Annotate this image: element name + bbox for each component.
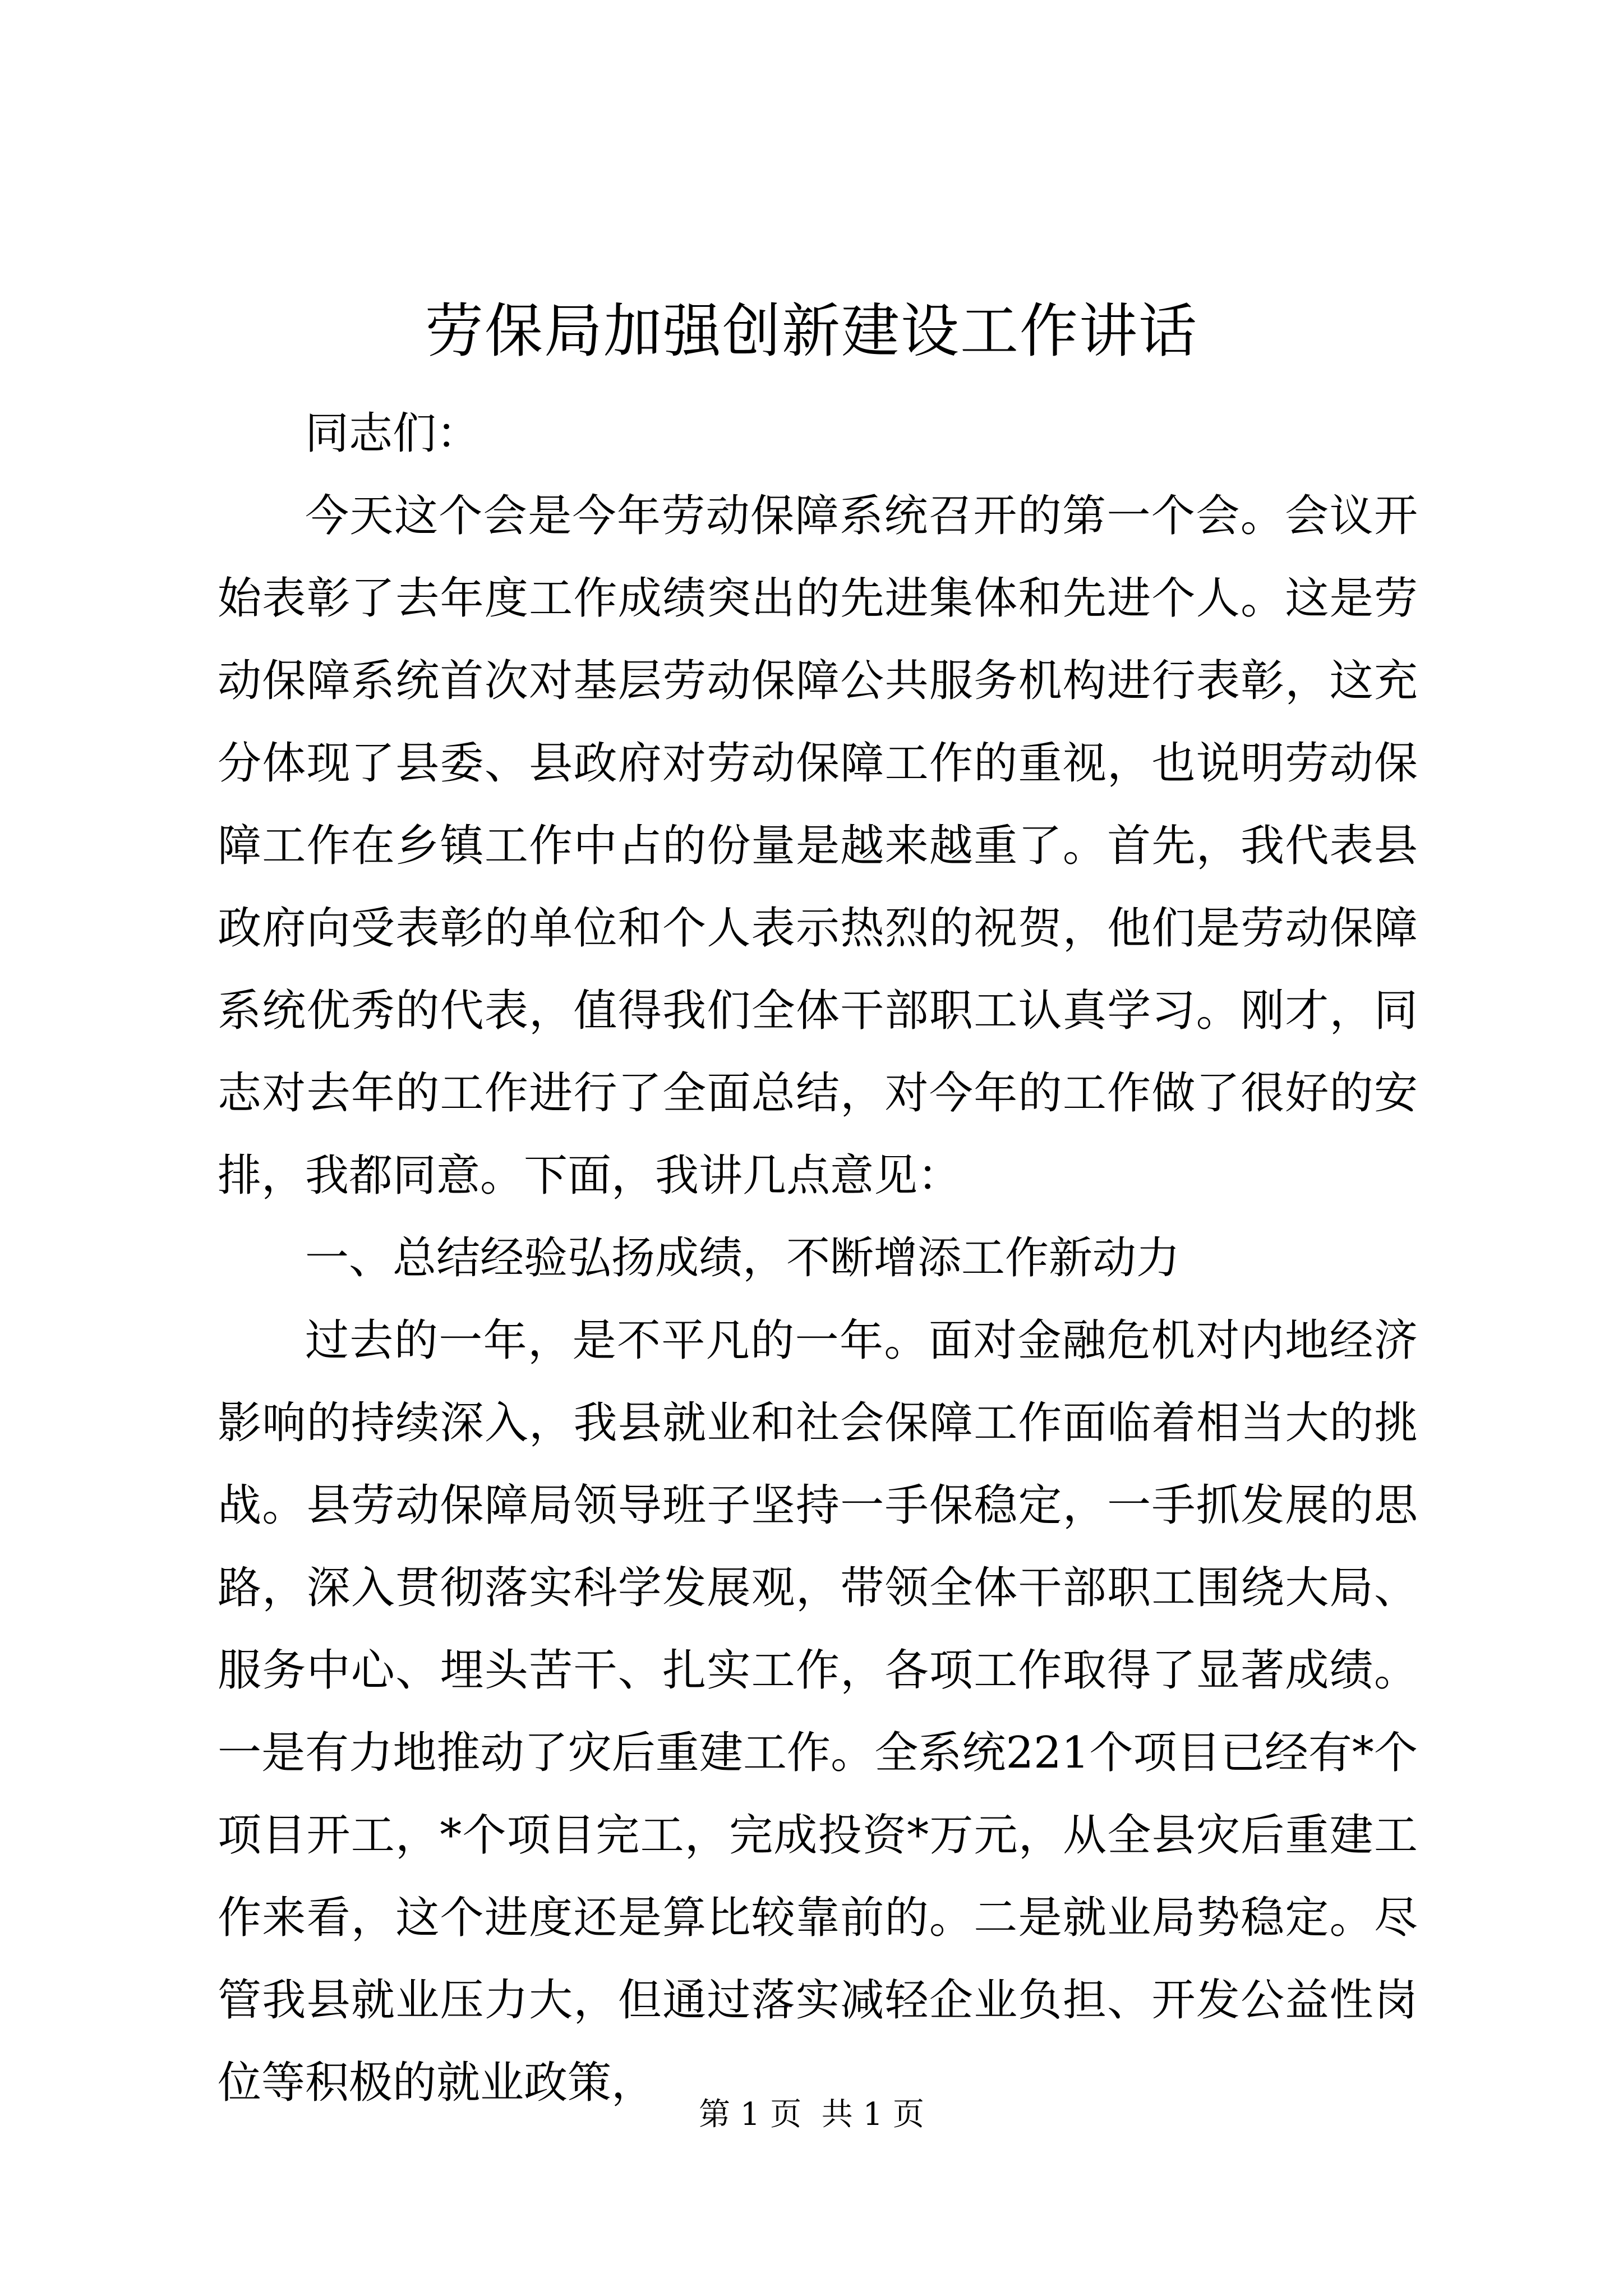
section-heading: 一、总结经验弘扬成绩，不断增添工作新动力 [305,1233,1181,1283]
body-paragraph: 今天这个会是今年劳动保障系统召开的第一个会。会议开始表彰了去年度工作成绩突出的先进集体和先进个人。这是劳动保障系统首次对基层劳动保障公共服务机构进行表彰，这充分体现了县委、县政府对劳动保障工作的重视，也说明劳动保障工作在乡镇工作中占的份量是越来越重了。首先，我代表县政府向受表彰的单位和个人表示热烈的祝贺，他们是劳动保障系统优秀的代表，值得我们全体干部职工认真学习。刚才，同志对去年的工作进行了全面总结，对今年的工作做了很好的安排，我都同意。下面，我讲几点意见： [218,491,1418,1201]
document-title: 劳保局加强创新建设工作讲话 [425,297,1198,365]
greeting-paragraph: 同志们： [305,408,481,459]
page-footer: 第 1 页 共 1 页 [698,2096,925,2133]
body-paragraph: 过去的一年，是不平凡的一年。面对金融危机对内地经济影响的持续深入，我县就业和社会保障工作面临着相当大的挑战。县劳动保障局领导班子坚持一手保稳定，一手抓发展的思路，深入贯彻落实科学发展观，带领全体干部职工围绕大局、服务中心、埋头苦干、扎实工作，各项工作取得了显著成绩。一是有力地推动了灾后重建工作。全系统221个项目已经有*个项目开工，*个项目完工，完成投资*万元，从全县灾后重建工作来看，这个进度还是算比较靠前的。二是就业局势稳定。尽管我县就业压力大，但通过落实减轻企业负担、开发公益性岗位等积极的就业政策， [218,1315,1418,2108]
document-body [218,393,1418,2124]
